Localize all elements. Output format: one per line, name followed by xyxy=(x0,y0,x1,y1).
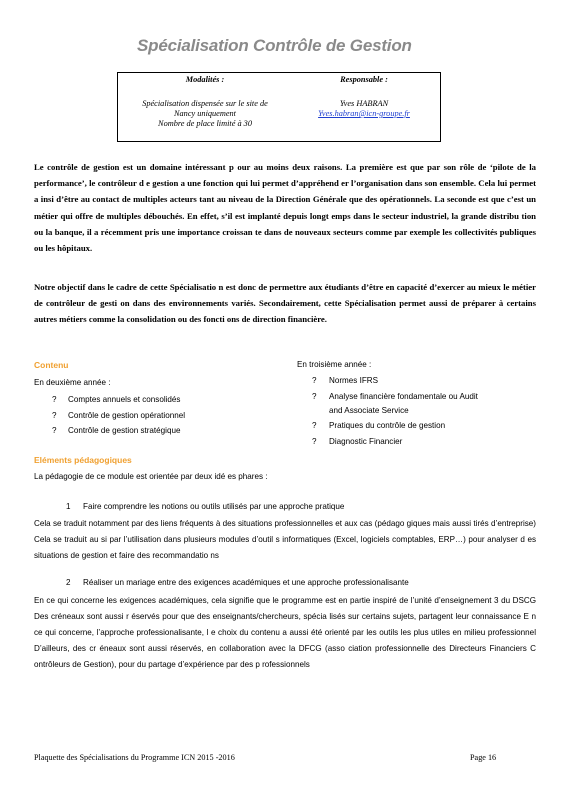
point-number: 1 xyxy=(66,502,71,511)
point-title-text: Réaliser un mariage entre des exigences académiques et une approche professionalisante xyxy=(83,578,409,587)
modalites-line: Nancy uniquement xyxy=(174,109,236,118)
list-item xyxy=(52,408,282,424)
pedagogy-point-body: En ce qui concerne les exigences académiques, cela signifie que le programme est en partie inspiré de l’unité d’enseignement 3 du DSCG Des créneaux sont aussi r éservés pour que des enseignants/chercheurs, spécia lisés sur certains sujets, partagent leur connaissance E n ce qui concerne, l’approche professionalisante, l e choix du contenu a aussi été orienté par les outils les plus utiles en milieu professionnel D’ailleurs, des cr éneaux sont aussi réservés, en collaboration avec la DFCG (asso ciation professionnelle des Directeurs Financiers C ontrôleurs de Gestion), pour du partage d’expérience par des p rofessionnels xyxy=(34,596,536,669)
contenu-heading: Contenu xyxy=(34,360,69,370)
bullet-marker: ? xyxy=(312,436,317,446)
course-label: Comptes annuels et consolidés xyxy=(68,395,181,404)
bullet-marker: ? xyxy=(312,421,317,430)
point-title-text: Faire comprendre les notions ou outils utilisés par une approche pratique xyxy=(83,502,345,511)
bullet-marker: ? xyxy=(312,391,317,401)
modalites-line: Nombre de place limité à 30 xyxy=(158,119,252,128)
course-label: Pratiques du contrôle de gestion xyxy=(329,421,446,430)
modalites-column xyxy=(124,75,286,129)
course-label: Contrôle de gestion stratégique xyxy=(68,426,181,435)
course-label: and Associate Service xyxy=(329,406,409,415)
course-label: Contrôle de gestion opérationnel xyxy=(68,410,185,420)
list-item xyxy=(312,434,542,450)
responsable-header: Responsable : xyxy=(340,75,388,84)
page-number: Page 16 xyxy=(470,753,497,762)
list-item-continuation xyxy=(312,404,542,418)
pedagogy-intro: La pédagogie de ce module est orientée par deux idé es phares : xyxy=(34,472,268,481)
page-title: Spécialisation Contrôle de Gestion xyxy=(137,36,412,55)
bullet-marker: ? xyxy=(52,395,57,404)
responsable-email-link[interactable]: Yves.habran@icn-groupe.fr xyxy=(318,109,410,118)
course-label: Normes IFRS xyxy=(329,376,379,385)
pedagogy-point-title xyxy=(66,502,344,511)
bullet-marker: ? xyxy=(312,376,317,385)
modalites-line: Spécialisation dispensée sur le site de xyxy=(142,99,268,108)
info-box-spacer xyxy=(286,85,442,99)
list-item xyxy=(312,373,542,389)
pedagogy-point-title xyxy=(66,578,409,587)
year2-intro: En deuxième année : xyxy=(34,378,111,387)
list-item xyxy=(52,423,282,439)
bullet-marker: ? xyxy=(52,426,57,435)
pedagogy-point-body: Cela se traduit notamment par des liens fréquents à des situations professionnelles et aux cas (pédago giques mais aussi tirés d’entreprise) Cela se traduit au si par l’utilisation dans plusieurs modules d’outil s informatiques (Excel, logiciels comptables, ERP…) pour analyser d es situations de gestion et faire des recommandatio ns xyxy=(34,519,536,560)
objective-paragraph: Notre objectif dans le cadre de cette Spécialisatio n est donc de permettre aux étudiants d’être en capacité d’exercer au mieux le métier de contrôleur de gesti on dans des environnements variés. Secondairement, cette Spécialisation permet aussi de préparer à certains autres métiers comme la consolidation ou des foncti ons de direction financière. xyxy=(34,282,536,325)
year2-course-list xyxy=(52,392,282,439)
modalites-header: Modalités : xyxy=(185,75,225,84)
list-item xyxy=(52,392,282,408)
course-label: Diagnostic Financier xyxy=(329,436,403,446)
year3-course-list xyxy=(312,373,542,449)
intro-paragraph: Le contrôle de gestion est un domaine intéressant p our au moins deux raisons. La première est que par son rôle de ‘pilote de la performance’, le contrôleur d e gestion a une fonction qui lui permet d’appréhend er l’organisation dans son ensemble. Cela lui permet a insi d’être au contact de multiples acteurs tant au niveau de la Direction Générale que des opérationnels. La seconde est que c’est un métier qui offre de multiples débouchés. En effet, s’il est implanté depuis longt emps dans le secteur industriel, la grande distribu tion ou la banque, il a récemment pris une importance croissan te dans de nouveaux secteurs comme par exemple les collectivités publiques ou les hôpitaux. xyxy=(34,162,536,254)
elements-pedagogiques-heading: Eléments pédagogiques xyxy=(34,455,132,465)
responsable-column xyxy=(286,75,442,119)
list-item xyxy=(312,418,542,434)
info-box-spacer xyxy=(124,85,286,99)
course-label: Analyse financière fondamentale ou Audit xyxy=(329,391,478,401)
footer-brochure-label: Plaquette des Spécialisations du Programme ICN 2015 -2016 xyxy=(34,753,235,762)
responsable-name: Yves HABRAN xyxy=(339,99,389,108)
bullet-marker: ? xyxy=(52,410,57,420)
info-box xyxy=(117,72,441,142)
point-number: 2 xyxy=(66,578,71,587)
year3-intro: En troisième année : xyxy=(297,360,372,369)
list-item xyxy=(312,389,542,405)
